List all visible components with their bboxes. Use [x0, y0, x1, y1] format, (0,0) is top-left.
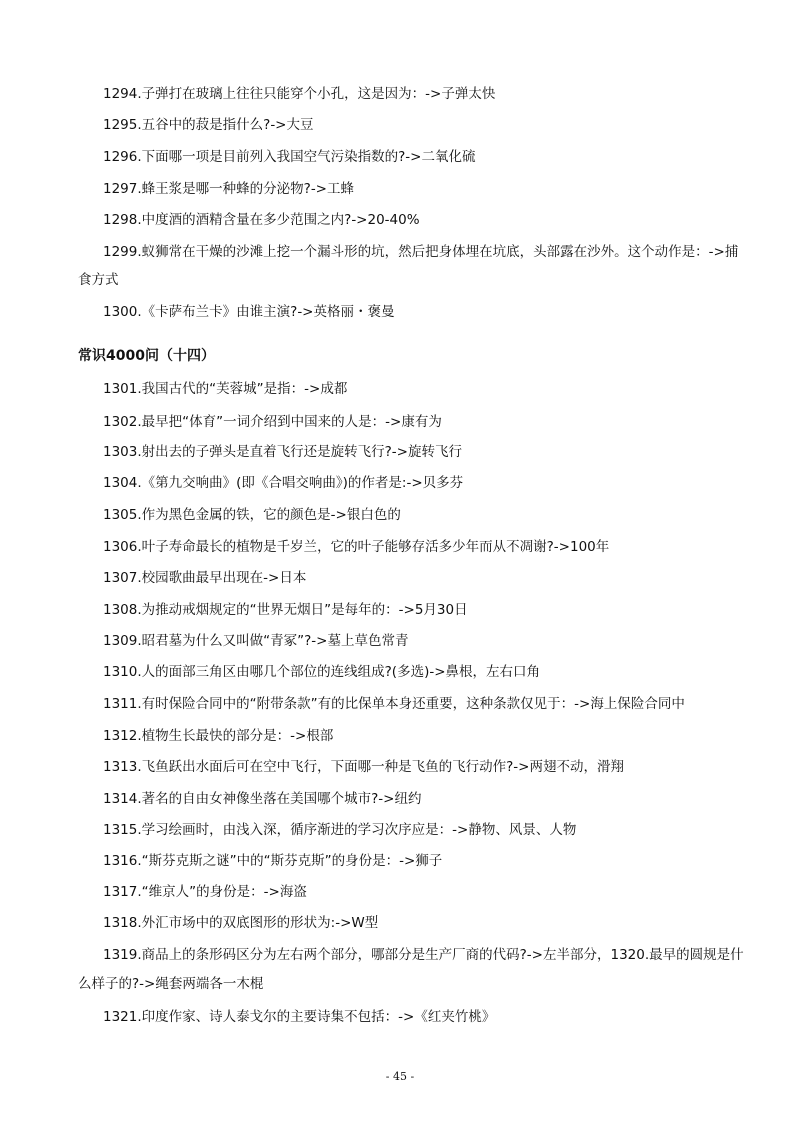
question-1296: 1296.下面哪一项是目前列入我国空气污染指数的?->二氧化硫 [103, 149, 476, 165]
page-number: - 45 - [385, 1070, 415, 1083]
question-1316: 1316.“斯芬克斯之谜”中的“斯芬克斯”的身份是：->狮子 [103, 853, 443, 869]
question-1309: 1309.昭君墓为什么又叫做“青冢”?->墓上草色常青 [103, 633, 409, 649]
question-1310: 1310.人的面部三角区由哪几个部位的连线组成?(多选)->鼻根，左右口角 [103, 664, 541, 680]
question-1320-continued: 么样子的?->绳套两端各一木棍 [78, 976, 264, 992]
question-1321: 1321.印度作家、诗人泰戈尔的主要诗集不包括：->《红夹竹桃》 [103, 1009, 496, 1025]
question-1298: 1298.中度酒的酒精含量在多少范围之内?->20-40% [103, 212, 420, 228]
question-1311: 1311.有时保险合同中的“附带条款”有的比保单本身还重要，这种条款仅见于：->海上保险合同中 [103, 696, 685, 712]
question-1301: 1301.我国古代的“芙蓉城”是指：->成都 [103, 381, 348, 397]
question-1308: 1308.为推动戒烟规定的“世界无烟日”是每年的：->5月30日 [103, 602, 468, 618]
section-heading: 常识4000问（十四） [78, 348, 215, 364]
question-1312: 1312.植物生长最快的部分是：->根部 [103, 728, 334, 744]
question-1303: 1303.射出去的子弹头是直着飞行还是旋转飞行?->旋转飞行 [103, 444, 462, 460]
question-1299-continued: 食方式 [78, 272, 119, 288]
question-1302: 1302.最早把“体育”一词介绍到中国来的人是：->康有为 [103, 414, 442, 430]
question-1318: 1318.外汇市场中的双底图形的形状为:->W型 [103, 915, 379, 931]
question-1317: 1317.“维京人”的身份是：->海盗 [103, 884, 307, 900]
question-1295: 1295.五谷中的菽是指什么?->大豆 [103, 117, 314, 133]
question-1319: 1319.商品上的条形码区分为左右两个部分，哪部分是生产厂商的代码?->左半部分，1320.最早的圆规是什 [103, 947, 744, 963]
question-1300: 1300.《卡萨布兰卡》由谁主演?->英格丽・褒曼 [103, 304, 395, 320]
question-1315: 1315.学习绘画时，由浅入深，循序渐进的学习次序应是：->静物、风景、人物 [103, 822, 577, 838]
question-1307: 1307.校园歌曲最早出现在->日本 [103, 570, 307, 586]
question-1305: 1305.作为黑色金属的铁，它的颜色是->银白色的 [103, 507, 401, 523]
question-1313: 1313.飞鱼跃出水面后可在空中飞行，下面哪一种是飞鱼的飞行动作?->两翅不动，滑翔 [103, 759, 624, 775]
question-1294: 1294.子弹打在玻璃上往往只能穿个小孔，这是因为：->子弹太快 [103, 86, 496, 102]
question-1306: 1306.叶子寿命最长的植物是千岁兰，它的叶子能够存活多少年而从不凋谢?->100年 [103, 539, 610, 555]
question-1299: 1299.蚁狮常在干燥的沙滩上挖一个漏斗形的坑，然后把身体埋在坑底，头部露在沙外。这个动作是：->捕 [103, 244, 739, 260]
question-1314: 1314.著名的自由女神像坐落在美国哪个城市?->纽约 [103, 791, 422, 807]
question-1304: 1304.《第九交响曲》(即《合唱交响曲》)的作者是:->贝多芬 [103, 475, 464, 491]
question-1297: 1297.蜂王浆是哪一种蜂的分泌物?->工蜂 [103, 181, 354, 197]
